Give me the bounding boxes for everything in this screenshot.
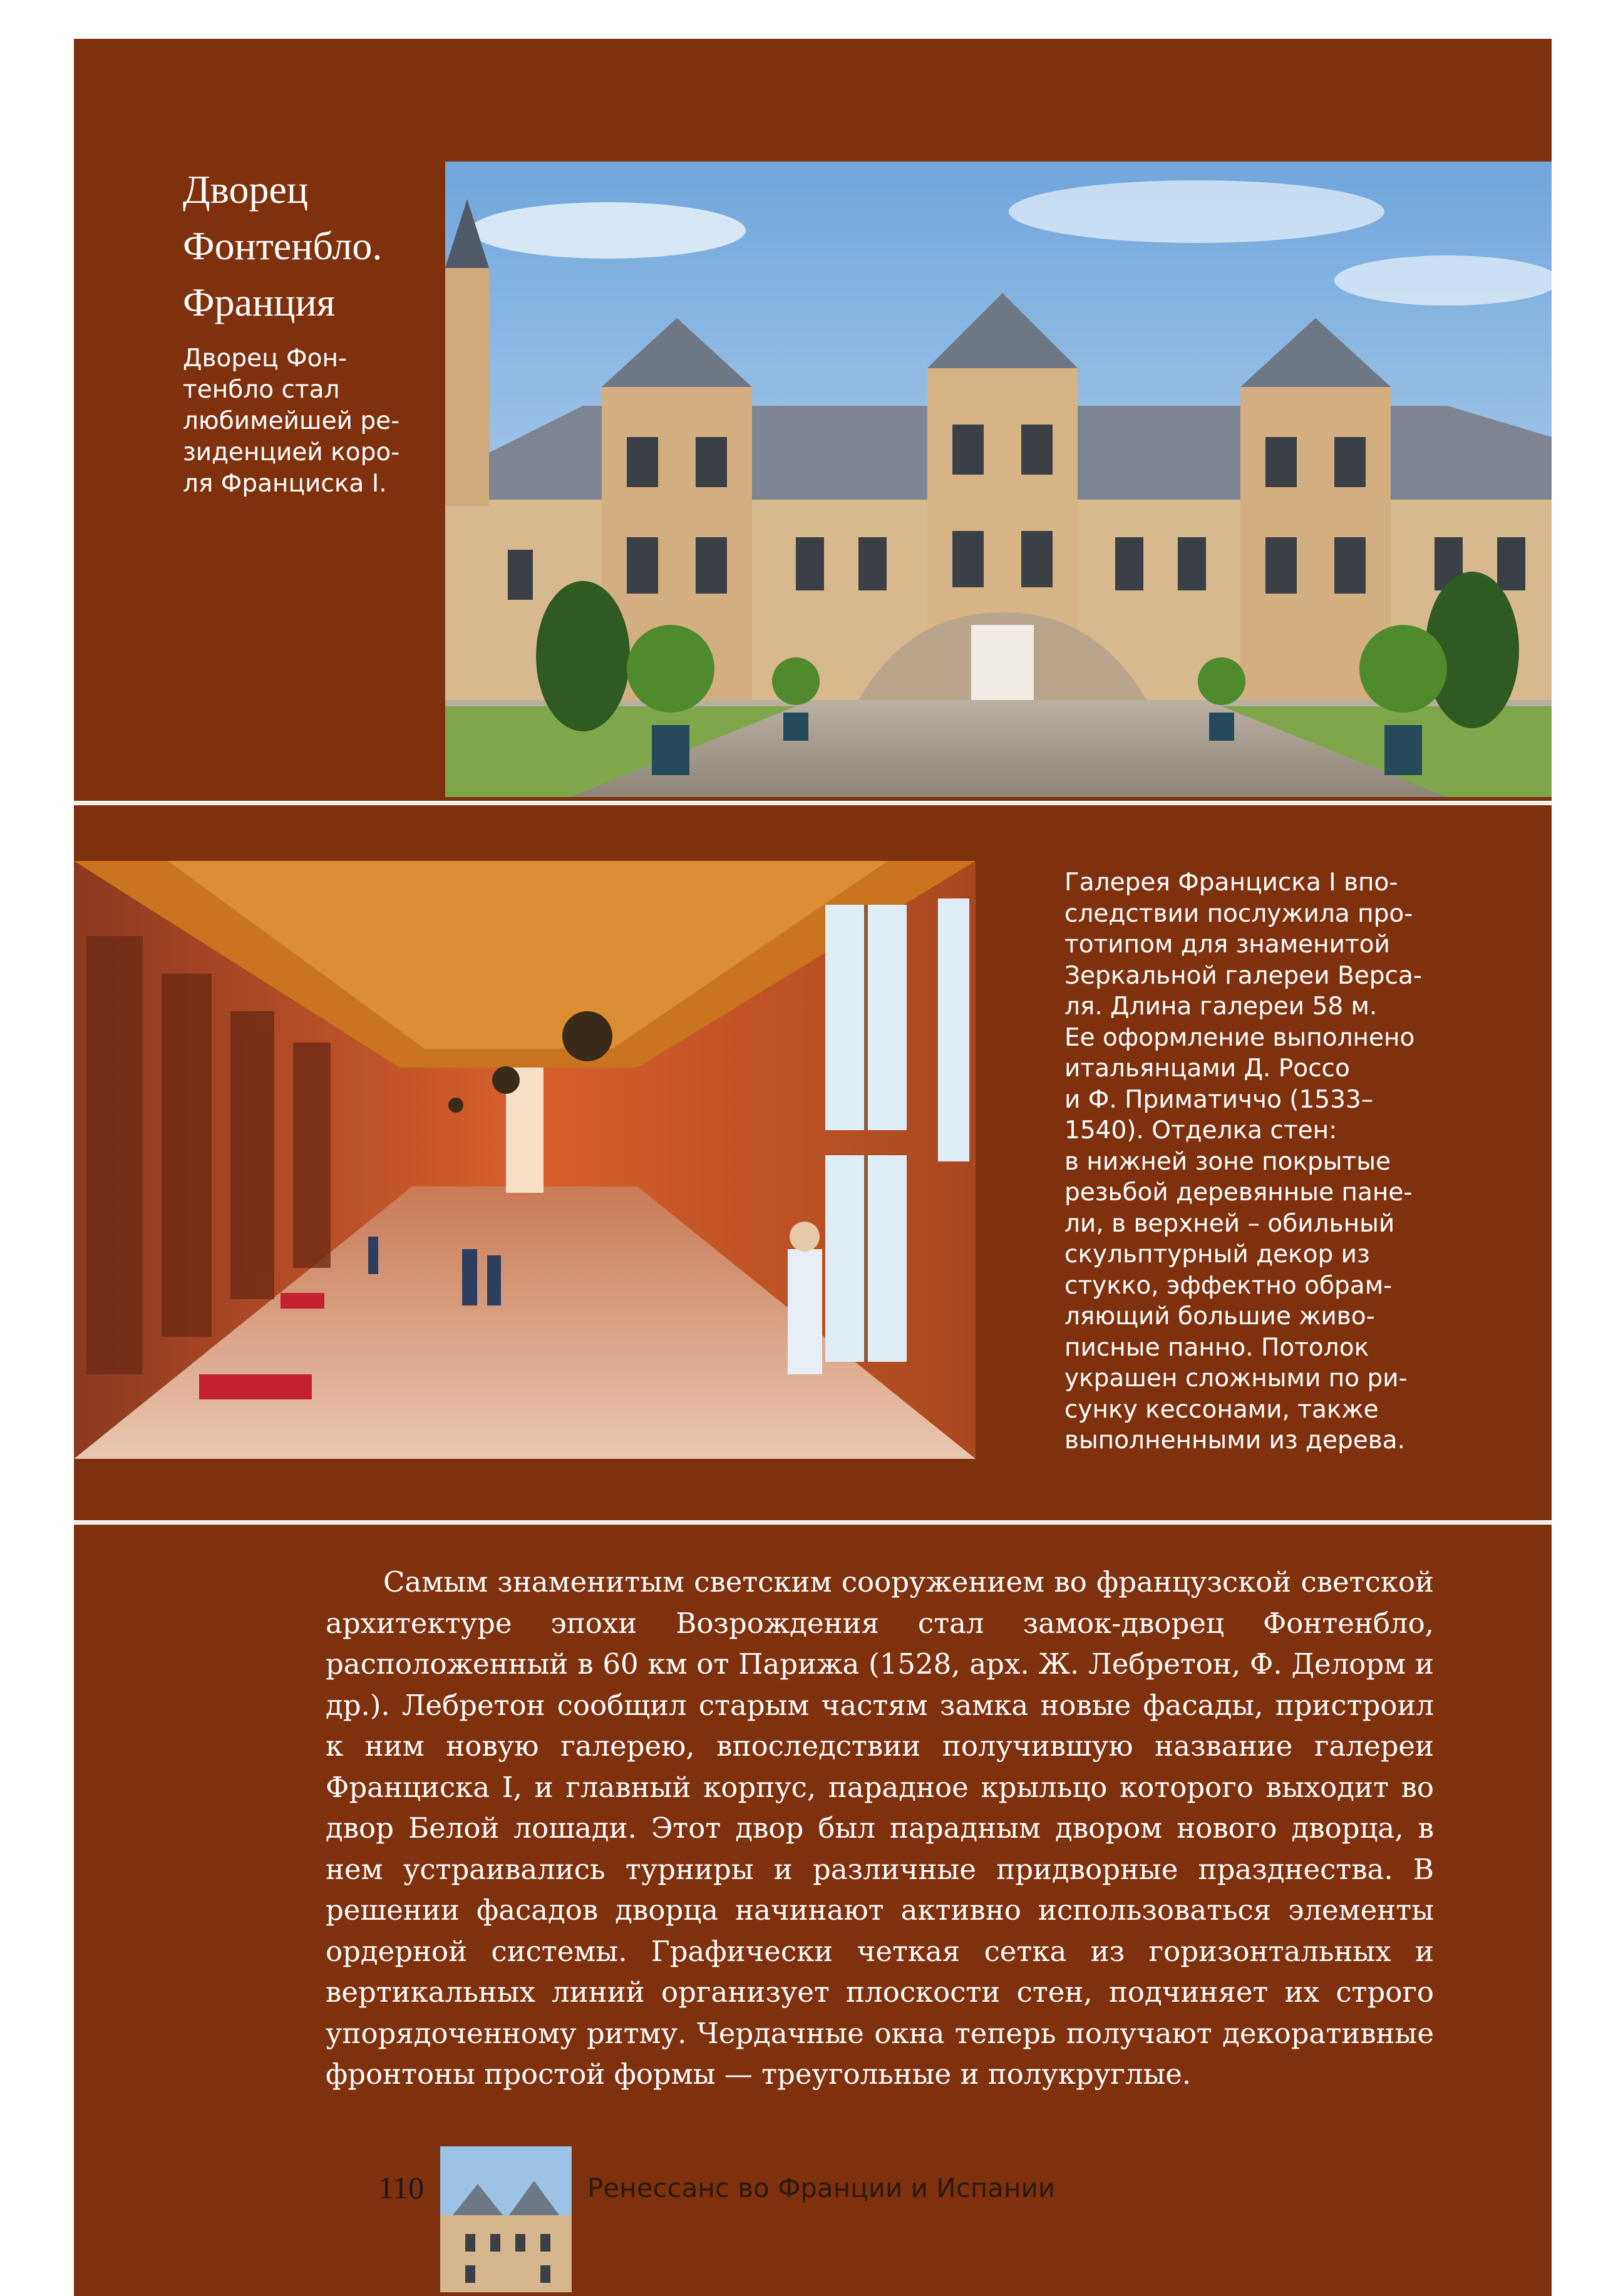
gallery-caption-line: ляющий большие живо- <box>1064 1302 1375 1331</box>
palace-caption-line: зиденцией коро- <box>183 438 400 466</box>
gallery-caption-line: сунку кессонами, также <box>1064 1395 1379 1424</box>
gallery-caption-line: итальянцами Д. Россо <box>1064 1054 1350 1083</box>
palace-caption-line: Дворец Фон- <box>183 344 348 373</box>
gallery-caption-line: резьбой деревянные пане- <box>1064 1178 1413 1207</box>
gallery-caption-line: ля. Длина галереи 58 м. <box>1064 992 1378 1021</box>
running-title: Ренессанс во Франции и Испании <box>587 2173 1056 2203</box>
gallery-caption-line: 1540). Отделка стен: <box>1064 1116 1337 1145</box>
gallery-caption <box>1064 867 1434 1456</box>
main-body-text: Самым знаменитым светским сооружением во французской светской архитектуре эпохи Возрождения стал замок-дворец Фонтенбло, расположенный в 60 км от Парижа (1528, арх. Ж. Лебретон, Ф. Делорм и др.). Лебретон сообщил старым частям замка новые фасады, пристроил к ним новую галерею, впоследствии получившую название галереи Франциска I, и главный корпус, парадное крыльцо которого выходит во двор Белой лошади. Этот двор был парадным двором нового дворца, в нем устраивались турниры и различные придворные празднества. В решении фасадов дворца начинают активно использоваться элементы ордерной системы. Графически четкая сетка из горизонтальных и вертикальных линий организует плоскости стен, подчиняет их строго упорядоченному ритму. Чердачные окна теперь получают декоративные фронтоны простой формы — треугольные и полукруглые. <box>326 1565 1434 2091</box>
palace-photo <box>445 162 1552 797</box>
palace-caption-line: тенбло стал <box>183 376 340 404</box>
gallery-caption-line: Зеркальной галереи Верса- <box>1064 961 1422 990</box>
page-number: 110 <box>378 2170 425 2205</box>
gallery-caption-line: скульптурный декор из <box>1064 1240 1370 1269</box>
gallery-caption-line: в нижней зоне покрытые <box>1064 1147 1391 1176</box>
gallery-caption-line: Ее оформление выполнено <box>1064 1023 1415 1052</box>
palace-caption-line: ля Франциска I. <box>183 470 387 498</box>
gallery-caption-line: выполненными из дерева. <box>1064 1426 1405 1454</box>
gallery-caption-line: писные панно. Потолок <box>1064 1333 1369 1362</box>
palace-title-line: Дворец <box>183 167 309 212</box>
gallery-caption-line: украшен сложными по ри- <box>1064 1364 1408 1393</box>
gallery-photo <box>74 861 976 1459</box>
palace-caption <box>183 343 421 500</box>
divider-rule <box>74 802 1552 804</box>
gallery-caption-line: и Ф. Приматиччо (1533– <box>1064 1085 1374 1114</box>
palace-title-line: Франция <box>183 280 336 324</box>
gallery-caption-line: ли, в верхней – обильный <box>1064 1209 1395 1238</box>
gallery-caption-line: тотипом для знаменитой <box>1064 930 1390 959</box>
footer-thumbnail <box>440 2146 572 2292</box>
gallery-caption-line: следствии послужила про- <box>1064 899 1413 928</box>
gallery-caption-line: Галерея Франциска I впо- <box>1064 868 1398 897</box>
gallery-caption-line: стукко, эффектно обрам- <box>1064 1271 1393 1300</box>
divider-rule <box>74 1521 1552 1523</box>
palace-title-line: Фонтенбло. <box>183 224 383 268</box>
palace-title <box>183 162 433 331</box>
palace-caption-line: любимейшей ре- <box>183 407 400 435</box>
